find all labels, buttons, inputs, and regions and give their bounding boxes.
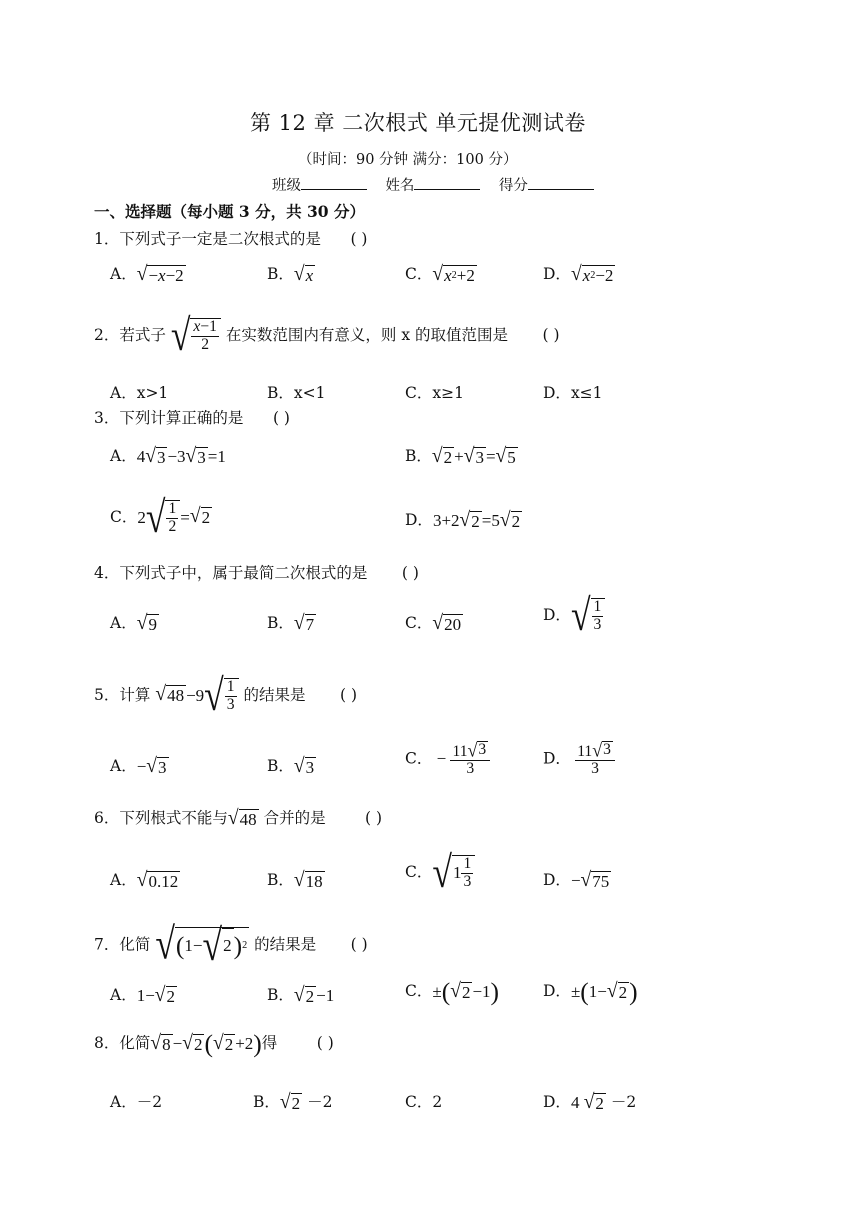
score-label: 得分 xyxy=(498,178,528,194)
option-letter: D． xyxy=(543,982,571,1000)
option-letter: D． xyxy=(405,511,433,529)
section-heading: 一、选择题（每小题 3 分，共 30 分） xyxy=(94,202,365,221)
option-letter: B． xyxy=(253,1093,280,1111)
option-letter: A． xyxy=(110,871,137,889)
exam-meta: （时间：90 分钟 满分：100 分） xyxy=(298,152,518,168)
option-letter: A． xyxy=(110,384,137,402)
student-info-line xyxy=(272,174,594,195)
q2-option-d[interactable] xyxy=(543,381,603,403)
q6-option-d[interactable]: D．− √ 75 xyxy=(543,868,610,891)
q7-option-d[interactable]: D．± ( 1− √ 2 ) xyxy=(543,977,638,1007)
option-letter: B． xyxy=(267,757,294,775)
option-letter: D． xyxy=(543,605,571,624)
q4-option-a[interactable]: A． √ 9 xyxy=(110,611,157,634)
q2-option-b[interactable] xyxy=(267,381,325,403)
question-2: 2．若式子 √ $\frac{x-1}{2}$ 在实数范围内有意义，则 x 的取值范围是 ( ) xyxy=(94,309,560,360)
answer-bracket: ( ) xyxy=(350,935,368,954)
option-letter: B． xyxy=(267,986,294,1004)
q6-option-c[interactable]: C． √ 1 $\frac{1}{3}$ xyxy=(405,855,475,891)
q4-option-b[interactable]: B． √ 7 xyxy=(267,611,315,634)
q2-option-a[interactable] xyxy=(110,381,168,403)
question-stem: 的结果是 xyxy=(243,685,306,704)
question-number: 7． xyxy=(94,935,120,954)
q3-option-d[interactable]: D．3+2 √ 2 =5 √ 2 xyxy=(405,508,521,531)
q2-option-c[interactable] xyxy=(405,381,464,403)
answer-bracket: ( ) xyxy=(350,230,368,248)
option-letter: A． xyxy=(110,1093,137,1111)
option-letter: D． xyxy=(543,871,571,889)
option-letter: D． xyxy=(543,1093,571,1111)
q7-option-c[interactable]: C．± ( √ 2 −1 ) xyxy=(405,977,500,1007)
option-letter: C． xyxy=(405,1093,433,1111)
answer-bracket: ( ) xyxy=(340,685,358,704)
question-stem: 在实数范围内有意义，则 x 的取值范围是 xyxy=(225,325,509,344)
answer-bracket: ( ) xyxy=(365,809,383,827)
option-letter: B． xyxy=(267,614,294,632)
answer-bracket: ( ) xyxy=(272,409,290,427)
class-label: 班级 xyxy=(272,178,301,194)
question-stem: 化简 xyxy=(119,935,151,954)
question-number: 2． xyxy=(94,325,120,344)
question-stem: 下列式子一定是二次根式的是 xyxy=(119,230,321,248)
q7-option-a[interactable]: A．1− √ 2 xyxy=(110,983,176,1006)
option-text: －2 xyxy=(307,1093,333,1111)
option-letter: A． xyxy=(110,986,137,1004)
q3-option-b[interactable]: B． √ 2 + √ 3 = √ 5 xyxy=(405,444,516,467)
option-letter: B． xyxy=(267,384,294,402)
option-letter: A． xyxy=(110,447,137,465)
option-letter: A． xyxy=(110,265,137,283)
question-stem: 下列计算正确的是 xyxy=(119,409,244,427)
question-number: 5． xyxy=(94,685,120,704)
q8-option-c[interactable] xyxy=(405,1090,442,1112)
option-letter: C． xyxy=(405,749,433,768)
name-label: 姓名 xyxy=(385,178,415,194)
q8-option-a[interactable] xyxy=(110,1090,162,1112)
q4-option-c[interactable]: C． √ 20 xyxy=(405,611,462,634)
option-letter: C． xyxy=(405,384,433,402)
q5-option-d[interactable]: D． 11 √ 3 3 xyxy=(543,741,615,778)
option-letter: D． xyxy=(543,749,571,768)
option-text: x≥1 xyxy=(432,384,464,402)
answer-bracket: ( ) xyxy=(542,325,560,344)
question-stem: 的结果是 xyxy=(254,935,317,954)
option-letter: B． xyxy=(405,447,432,465)
question-1 xyxy=(94,227,367,249)
question-number: 1． xyxy=(94,230,120,248)
question-stem: 若式子 xyxy=(119,325,166,344)
question-stem: 下列式子中，属于最简二次根式的是 xyxy=(119,564,368,582)
class-blank[interactable] xyxy=(301,175,367,190)
question-number: 3． xyxy=(94,409,120,427)
question-8: 8．化简 √ 8 − √ 2 ( √ 2 +2 ) 得 ( ) xyxy=(94,1029,334,1059)
q6-option-b[interactable]: B． √ 18 xyxy=(267,868,323,891)
option-letter: B． xyxy=(267,265,294,283)
q1-option-a[interactable]: A． √ − x −2 xyxy=(110,262,184,285)
answer-bracket: ( ) xyxy=(316,1034,334,1052)
name-blank[interactable] xyxy=(414,175,480,190)
q6-option-a[interactable]: A． √ 0.12 xyxy=(110,868,179,891)
question-6: 6．下列根式不能与 √ 48 合并的是 ( ) xyxy=(94,806,383,829)
question-4 xyxy=(94,561,419,583)
option-letter: C． xyxy=(405,862,433,881)
option-text: x>1 xyxy=(136,384,169,402)
question-5: 5．计算 √ 48 −9 √ $\frac{1}{3}$ 的结果是 ( ) xyxy=(94,669,358,720)
question-stem: 合并的是 xyxy=(263,809,326,827)
option-text: x≤1 xyxy=(570,384,603,402)
option-letter: C． xyxy=(405,265,433,283)
q1-option-d[interactable]: D． √ x 2 −2 xyxy=(543,262,614,285)
option-text: －2 xyxy=(136,1093,163,1111)
answer-bracket: ( ) xyxy=(401,564,419,582)
question-number: 6． xyxy=(94,809,120,827)
question-stem: 计算 xyxy=(119,685,151,704)
q1-option-b[interactable]: B． √ x xyxy=(267,262,314,285)
question-number: 4． xyxy=(94,564,120,582)
option-letter: B． xyxy=(267,871,294,889)
option-letter: D． xyxy=(543,384,571,402)
option-letter: C． xyxy=(110,507,138,526)
option-letter: A． xyxy=(110,614,137,632)
q4-option-d[interactable]: D． √ $\frac{1}{3}$ xyxy=(543,598,605,634)
option-letter: D． xyxy=(543,265,571,283)
q5-option-a[interactable]: A．− √ 3 xyxy=(110,754,167,777)
question-stem: 下列根式不能与 xyxy=(119,809,228,827)
option-letter: C． xyxy=(405,982,433,1000)
question-7: 7．化简 √ ( 1− √ 2 ) 2 的结果是 ( ) xyxy=(94,918,368,970)
score-blank[interactable] xyxy=(528,175,594,190)
page-title: 第 12 章 二次根式 单元提优测试卷 xyxy=(250,111,586,135)
question-3 xyxy=(94,406,290,428)
q8-option-d[interactable]: D．4 √ 2 －2 xyxy=(543,1090,637,1113)
q5-option-c[interactable]: C． − 11 √ 3 3 xyxy=(405,741,490,778)
question-stem: 化简 xyxy=(119,1034,151,1052)
q5-option-b[interactable]: B． √ 3 xyxy=(267,754,315,777)
q8-option-b[interactable]: B． √ 2 －2 xyxy=(253,1090,333,1113)
question-number: 8． xyxy=(94,1034,120,1052)
q3-option-a[interactable]: A．4 √ 3 −3 √ 3 =1 xyxy=(110,444,226,467)
option-text: 2 xyxy=(432,1093,443,1111)
question-stem: 得 xyxy=(261,1034,278,1052)
option-letter: A． xyxy=(110,757,137,775)
option-text: －2 xyxy=(610,1093,637,1111)
option-letter: C． xyxy=(405,614,433,632)
option-text: x<1 xyxy=(293,384,326,402)
q1-option-c[interactable]: C． √ x 2 +2 xyxy=(405,262,475,285)
q3-option-c[interactable]: C．2 √ $\frac{1}{2}$ = √ 2 xyxy=(110,491,211,542)
q7-option-b[interactable]: B． √ 2 −1 xyxy=(267,983,335,1006)
